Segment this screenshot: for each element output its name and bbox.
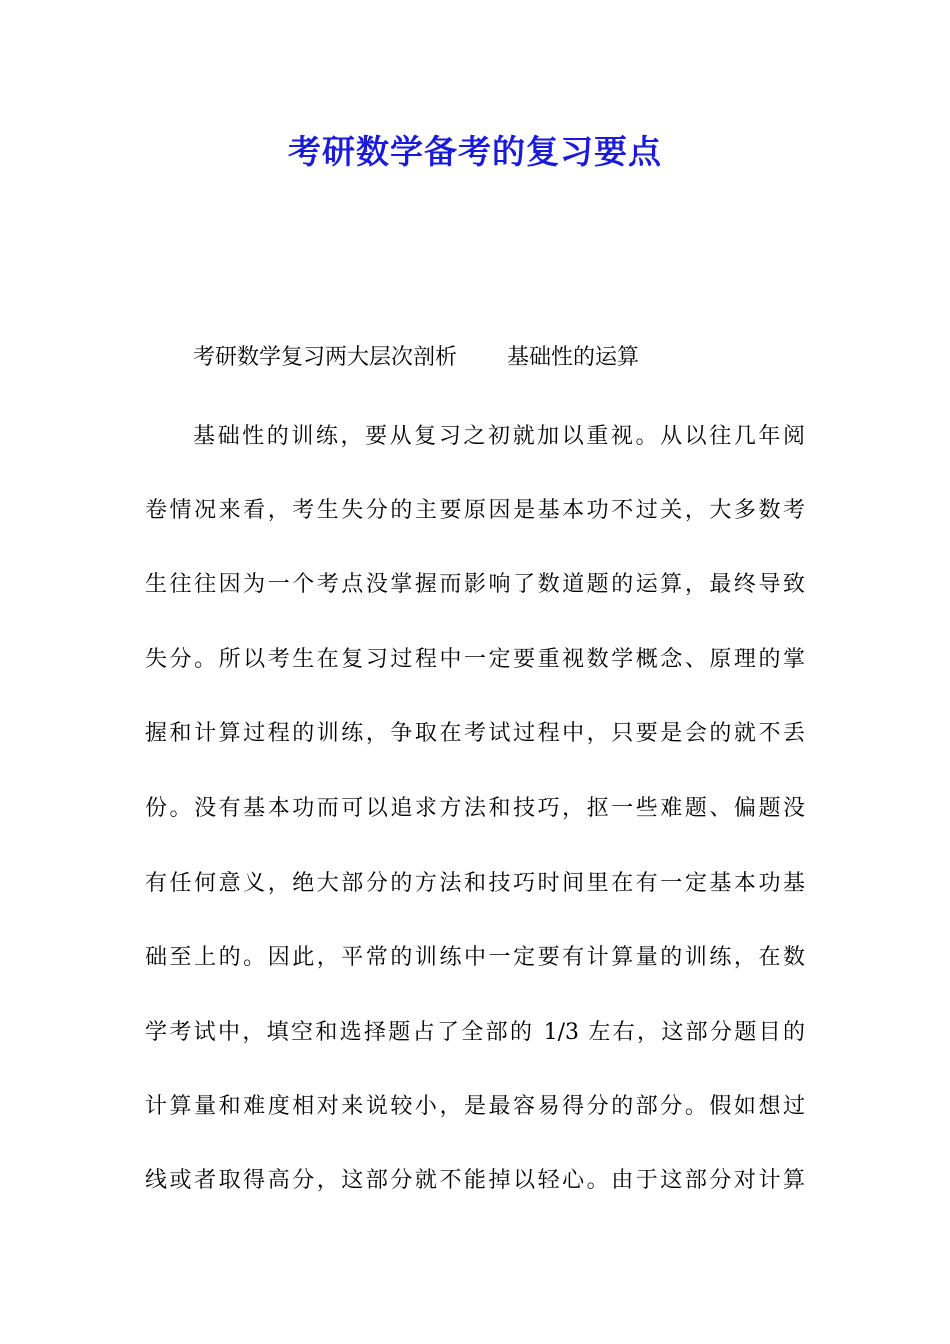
section-subheading [193, 340, 813, 376]
paragraph-line: 份。没有基本功而可以追求方法和技巧，抠一些难题、偏题没 [145, 796, 805, 821]
paragraph-line: 础至上的。因此，平常的训练中一定要有计算量的训练，在数 [145, 945, 805, 970]
subheading-part-1: 考研数学复习两大层次剖析 [193, 345, 458, 370]
paragraph-line: 握和计算过程的训练，争取在考试过程中，只要是会的就不丢 [145, 721, 805, 746]
paragraph-line: 失分。所以考生在复习过程中一定要重视数学概念、原理的掌 [145, 647, 805, 672]
paragraph-line: 有任何意义，绝大部分的方法和技巧时间里在有一定基本功基 [145, 871, 805, 896]
paragraph-line: 卷情况来看，考生失分的主要原因是基本功不过关，大多数考 [145, 498, 805, 523]
subheading-part-2: 基础性的运算 [507, 345, 640, 370]
paragraph-line: 计算量和难度相对来说较小，是最容易得分的部分。假如想过 [145, 1094, 805, 1119]
document-title: 考研数学备考的复习要点 [288, 132, 662, 171]
paragraph-line: 线或者取得高分，这部分就不能掉以轻心。由于这部分对计算 [145, 1168, 805, 1193]
paragraph-line: 学考试中，填空和选择题占了全部的 1/3 左右，这部分题目的 [145, 1020, 805, 1045]
paragraph-line: 基础性的训练，要从复习之初就加以重视。从以往几年阅 [193, 424, 805, 449]
paragraph-line: 生往往因为一个考点没掌握而影响了数道题的运算，最终导致 [145, 572, 805, 597]
